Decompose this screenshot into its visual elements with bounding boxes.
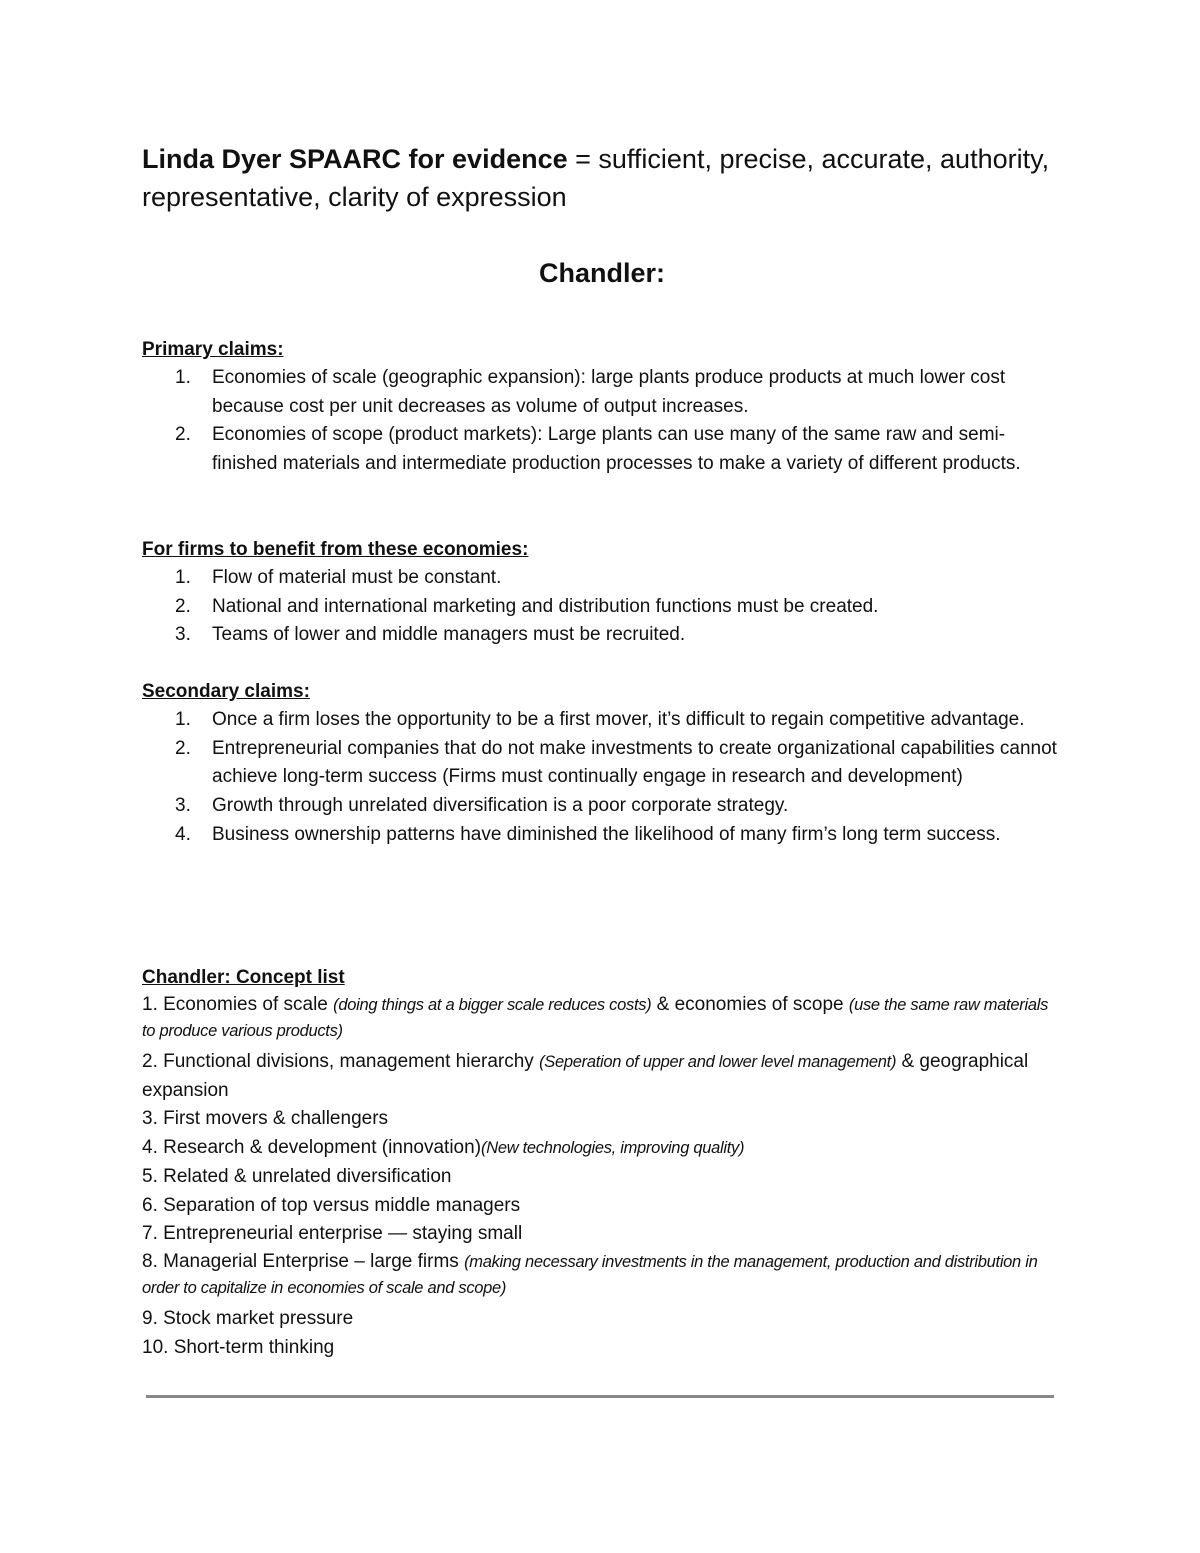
list-item: [142, 1305, 1062, 1334]
benefit-title: For firms to benefit from these economies:: [142, 539, 529, 560]
chapter-title: Chandler:: [538, 258, 665, 288]
item-number: 1.: [175, 367, 191, 388]
item-text: 9. Stock market pressure: [142, 1307, 354, 1329]
item-text: Growth through unrelated diversification is a poor corporate strategy.: [212, 795, 789, 817]
list-item: [142, 1192, 1062, 1221]
list-item: [142, 735, 1062, 792]
item-text: Entrepreneurial companies that do not make investments to create organizational capabilities cannot achieve long-term success (Firms must continually engage in research and development): [212, 737, 1057, 788]
list-item: [142, 706, 1062, 735]
item-number: 3.: [175, 795, 191, 817]
list-item: [142, 792, 1062, 821]
item-note: (doing things at a bigger scale reduces costs): [333, 996, 652, 1014]
item-text-continued: & geographical expansion: [142, 1051, 1029, 1101]
item-text: 6. Separation of top versus middle managers: [142, 1194, 521, 1216]
item-text: 2. Functional divisions, management hierarchy: [142, 1051, 540, 1072]
item-text: Flow of material must be constant.: [212, 567, 502, 588]
item-number: 4.: [175, 823, 191, 845]
list-item: [142, 1249, 1062, 1301]
secondary-claims-title: Secondary claims:: [142, 681, 310, 702]
item-text: 4. Research & development (innovation): [142, 1137, 482, 1159]
item-text: 3. First movers & challengers: [142, 1108, 389, 1130]
item-text-continued: & economies of scope: [651, 994, 849, 1015]
item-note-2: (use the same raw materials to produce various products): [142, 996, 1049, 1040]
item-number: 3.: [175, 624, 191, 646]
concept-list: [142, 992, 1062, 1362]
benefit-list: [142, 564, 1062, 650]
item-text: 10. Short-term thinking: [142, 1336, 335, 1358]
list-item: [142, 421, 1062, 478]
secondary-claims-list: [142, 706, 1062, 850]
item-text: Teams of lower and middle managers must be recruited.: [212, 624, 686, 646]
item-text: Economies of scope (product markets): Large plants can use many of the same raw and semi-finished materials and intermediate production processes to make a variety of different products.: [212, 424, 1021, 475]
list-item: [142, 621, 1062, 650]
item-number: 2.: [175, 737, 191, 759]
item-number: 1.: [175, 567, 191, 588]
primary-claims-title: Primary claims:: [142, 339, 284, 360]
heading-bold: Linda Dyer SPAARC for evidence: [142, 144, 568, 174]
list-item: [142, 364, 1062, 421]
item-note: (making necessary investments in the management, production and distribution in order to capitalize in economies of scale and scope): [142, 1252, 1038, 1297]
list-item: [142, 1048, 1062, 1105]
list-item: [142, 593, 1062, 622]
list-item: [142, 1163, 1062, 1192]
list-item: [142, 564, 1062, 593]
list-item: [142, 1334, 1062, 1363]
concept-list-title: Chandler: Concept list: [142, 967, 345, 988]
item-number: 1.: [175, 709, 191, 730]
item-note: (Seperation of upper and lower level management): [539, 1053, 897, 1071]
list-item: [142, 992, 1062, 1044]
item-number: 2.: [175, 595, 191, 617]
primary-claims-list: [142, 364, 1062, 479]
item-text: Once a firm loses the opportunity to be a first mover, it’s difficult to regain competitive advantage.: [212, 709, 1025, 730]
item-text: 8. Managerial Enterprise – large firms: [142, 1250, 465, 1272]
benefit-section: [142, 536, 1062, 650]
item-note: (New technologies, improving quality): [481, 1139, 745, 1158]
item-text: Business ownership patterns have diminished the likelihood of many firm’s long term success.: [212, 823, 1001, 845]
item-text: National and international marketing and distribution functions must be created.: [212, 595, 879, 617]
horizontal-divider: [146, 1395, 1054, 1398]
list-item: [142, 821, 1062, 850]
list-item: [142, 1134, 1062, 1163]
item-text: 7. Entrepreneurial enterprise — staying small: [142, 1223, 523, 1245]
secondary-claims-section: [142, 678, 1062, 850]
item-text: 1. Economies of scale: [142, 994, 334, 1015]
list-item: [142, 1105, 1062, 1134]
item-text: 5. Related & unrelated diversification: [142, 1165, 452, 1187]
concept-list-section: [142, 964, 1062, 1362]
page-heading: [142, 140, 1062, 216]
item-text: Economies of scale (geographic expansion): large plants produce products at much lower cost because cost per unit decreases as volume of output increases.: [212, 367, 1006, 417]
heading-rest: = sufficient, precise, accurate, authority, representative, clarity of expression: [142, 144, 1050, 212]
item-number: 2.: [175, 424, 191, 446]
primary-claims-section: [142, 336, 1062, 479]
list-item: [142, 1220, 1062, 1249]
